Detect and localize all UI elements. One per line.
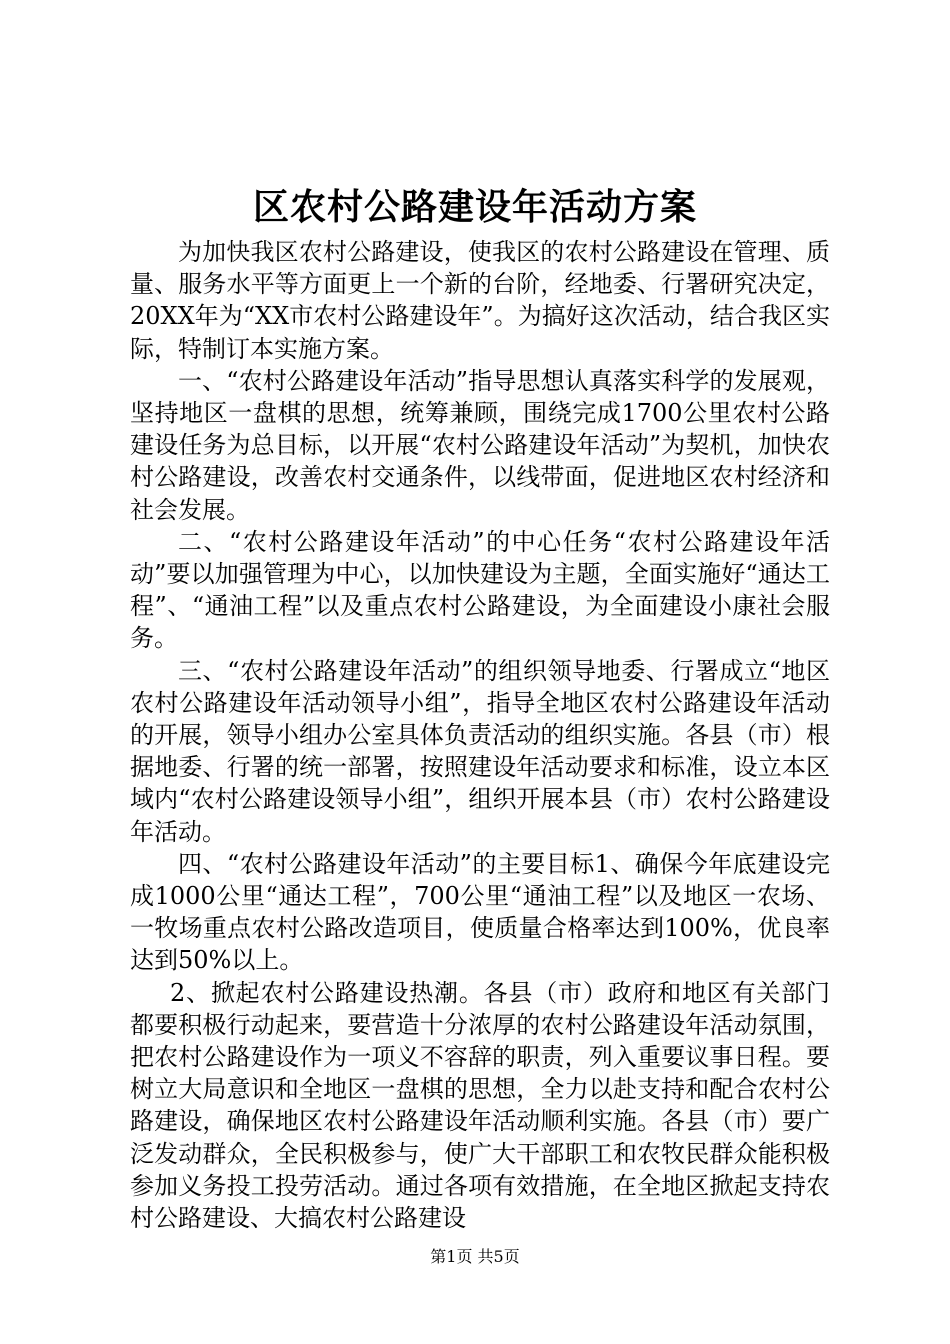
- page-number-footer: 第1页 共5页: [430, 1247, 520, 1266]
- paragraph-construction-wave: 2、掀起农村公路建设热潮。各县（市）政府和地区有关部门都要积极行动起来，要营造十分浓厚的农村公路建设年活动氛围，把农村公路建设作为一项义不容辞的职责，列入重要议事日程。要树立大局意识和全地区一盘棋的思想，全力以赴支持和配合农村公路建设，确保地区农村公路建设年活动顺利实施。各县（市）要广泛发动群众，全民积极参与，使广大干部职工和农牧民群众能积极参加义务投工投劳活动。通过各项有效措施，在全地区掀起支持农村公路建设、大搞农村公路建设: [130, 978, 830, 1233]
- paragraph-main-goals: 四、“农村公路建设年活动”的主要目标1、确保今年底建设完成1000公里“通达工程”，700公里“通油工程”以及地区一农场、一牧场重点农村公路改造项目，使质量合格率达到100%，优良率达到50%以上。: [130, 849, 830, 975]
- document-body: [130, 236, 830, 1234]
- paragraph-organization: 三、“农村公路建设年活动”的组织领导地委、行署成立“地区农村公路建设年活动领导小组”，指导全地区农村公路建设年活动的开展，领导小组办公室具体负责活动的组织实施。各县（市）根据地委、行署的统一部署，按照建设年活动要求和标准，设立本区域内“农村公路建设领导小组”，组织开展本县（市）农村公路建设年活动。: [130, 656, 830, 846]
- paragraph-central-task: 二、“农村公路建设年活动”的中心任务“农村公路建设年活动”要以加强管理为中心，以加快建设为主题，全面实施好“通达工程”、“通油工程”以及重点农村公路建设，为全面建设小康社会服务。: [130, 527, 830, 653]
- document-title: 区农村公路建设年活动方案: [252, 186, 697, 228]
- paragraph-intro: 为加快我区农村公路建设，使我区的农村公路建设在管理、质量、服务水平等方面更上一个新的台阶，经地委、行署研究决定，20XX年为“XX市农村公路建设年”。为搞好这次活动，结合我区实际，特制订本实施方案。: [130, 238, 830, 363]
- paragraph-guiding-ideology: 一、“农村公路建设年活动”指导思想认真落实科学的发展观，坚持地区一盘棋的思想，统筹兼顾，围绕完成1700公里农村公路建设任务为总目标，以开展“农村公路建设年活动”为契机，加快农村公路建设，改善农村交通条件，以线带面，促进地区农村经济和社会发展。: [130, 366, 830, 524]
